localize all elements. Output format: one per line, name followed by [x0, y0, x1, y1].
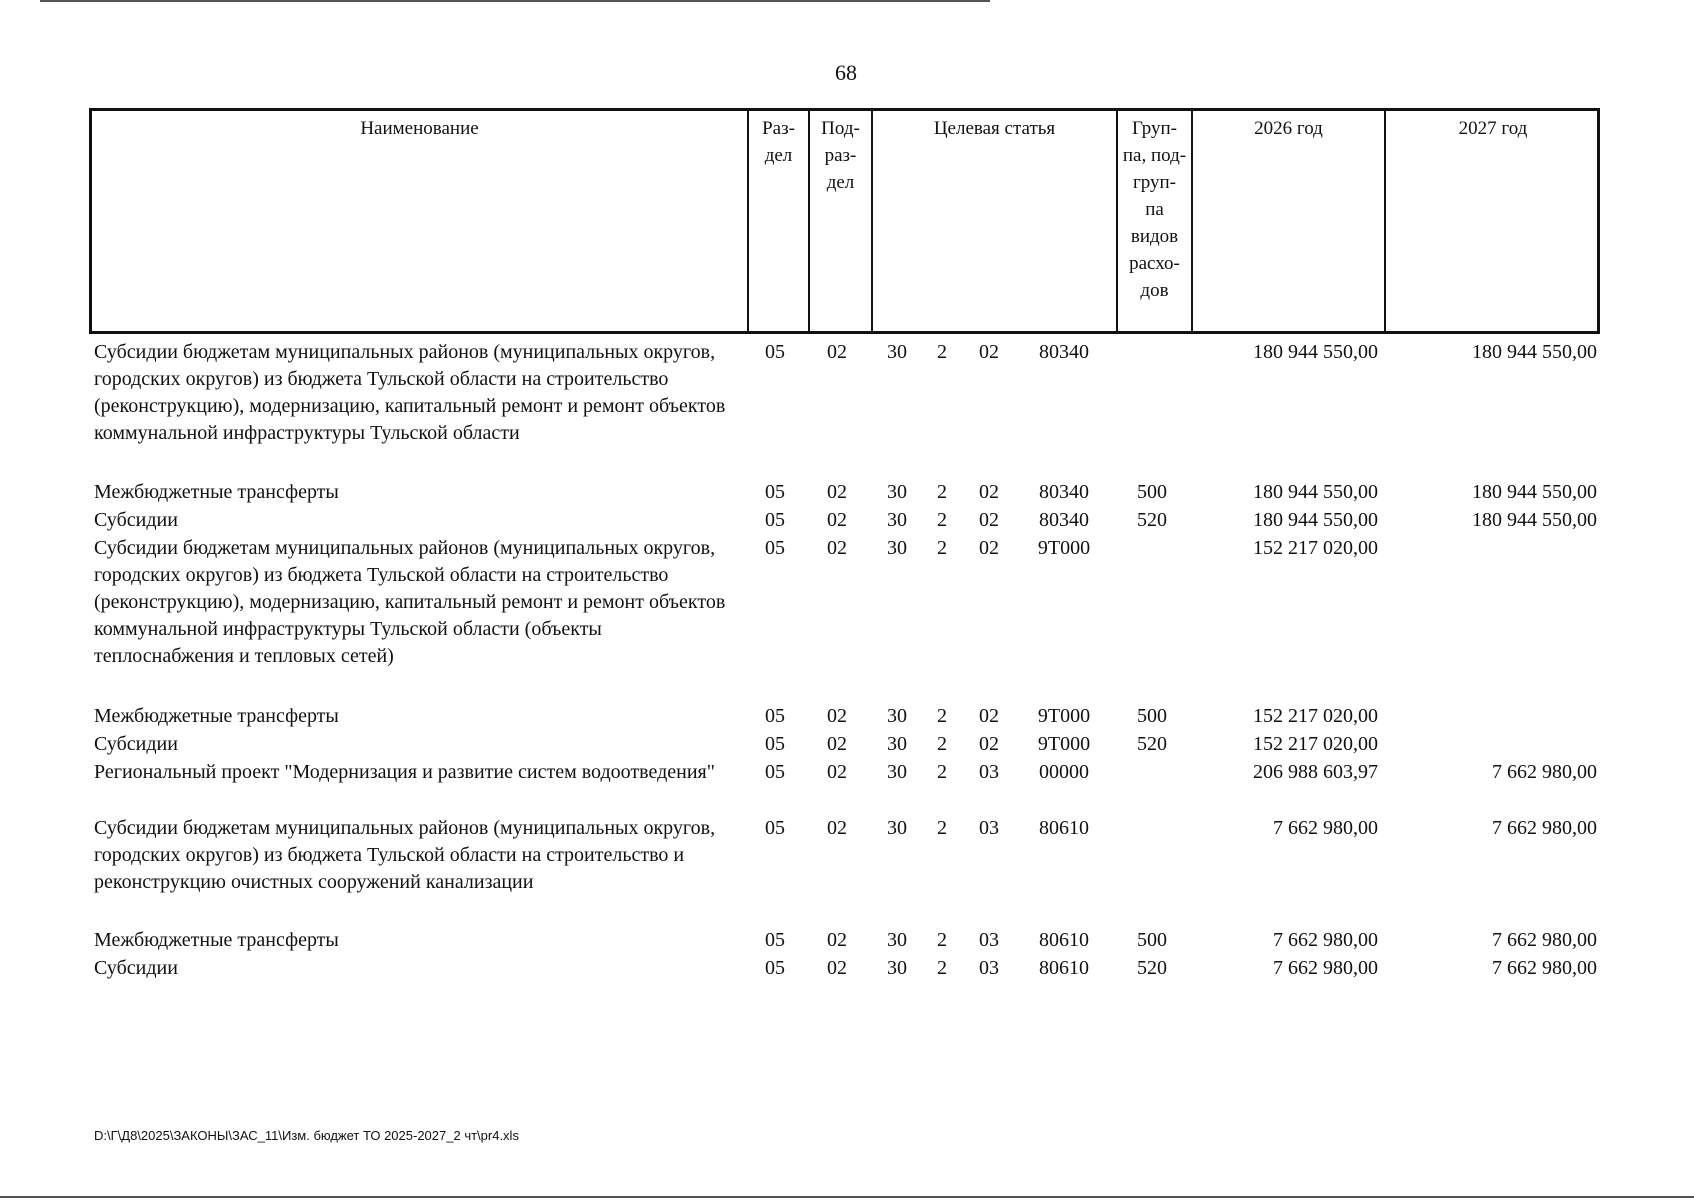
cell-podrazdel: 02	[827, 817, 847, 839]
cell-target-type: 2	[937, 537, 947, 559]
cell-name: Субсидии бюджетам муниципальных районов (муниципальных округов, городских округов) из бюджета Тульской области на строительство (реконструкцию), модернизацию, капитальный ремонт и ремонт объектов коммунальной инфраструктуры Тульской области (объекты теплоснабжения и тепловых сетей)	[94, 537, 726, 667]
cell-target-direction: 80340	[1039, 341, 1089, 363]
column-divider	[1384, 111, 1386, 331]
column-divider	[871, 111, 873, 331]
cell-target-type: 2	[937, 705, 947, 727]
cell-target-type: 2	[937, 929, 947, 951]
cell-target-type: 2	[937, 733, 947, 755]
cell-razdel: 05	[765, 733, 785, 755]
cell-podrazdel: 02	[827, 705, 847, 727]
cell-target-direction: 9Т000	[1037, 537, 1091, 559]
cell-target-direction: 9Т000	[1037, 733, 1091, 755]
header-year-2026: 2026 год	[1254, 118, 1323, 139]
cell-amount-2026: 152 217 020,00	[1253, 705, 1378, 727]
cell-target-structure: 02	[979, 705, 999, 727]
cell-amount-2026: 152 217 020,00	[1253, 733, 1378, 755]
cell-target-structure: 03	[979, 817, 999, 839]
cell-podrazdel: 02	[827, 537, 847, 559]
header-year-2027: 2027 год	[1458, 118, 1528, 139]
cell-podrazdel: 02	[827, 957, 847, 979]
cell-target-structure: 02	[979, 481, 999, 503]
cell-expense-group: 520	[1137, 509, 1167, 531]
cell-amount-2026: 7 662 980,00	[1273, 817, 1378, 839]
cell-podrazdel: 02	[827, 761, 847, 783]
cell-razdel: 05	[765, 817, 785, 839]
cell-target-program: 30	[887, 929, 907, 951]
cell-name: Межбюджетные трансферты	[94, 705, 339, 727]
cell-amount-2026: 180 944 550,00	[1253, 509, 1378, 531]
cell-podrazdel: 02	[827, 929, 847, 951]
cell-name: Субсидии бюджетам муниципальных районов (муниципальных округов, городских округов) из бюджета Тульской области на строительство (реконструкцию), модернизацию, капитальный ремонт и ремонт объектов коммунальной инфраструктуры Тульской области	[94, 341, 726, 444]
cell-amount-2026: 152 217 020,00	[1253, 537, 1378, 559]
cell-amount-2027: 7 662 980,00	[1492, 957, 1597, 979]
cell-target-program: 30	[887, 481, 907, 503]
cell-podrazdel: 02	[827, 733, 847, 755]
cell-target-type: 2	[937, 509, 947, 531]
cell-amount-2027: 7 662 980,00	[1492, 929, 1597, 951]
cell-expense-group: 500	[1137, 705, 1167, 727]
cell-target-program: 30	[887, 957, 907, 979]
page-number: 68	[835, 60, 857, 85]
header-name: Наименование	[360, 118, 479, 139]
file-path-footer: D:\Г\Д8\2025\ЗАКОНЫ\ЗАС_11\Изм. бюджет ТО 2025-2027_2 чт\pr4.xls	[94, 1128, 519, 1143]
cell-target-structure: 03	[979, 761, 999, 783]
cell-podrazdel: 02	[827, 481, 847, 503]
top-border-line	[40, 0, 990, 2]
cell-target-type: 2	[937, 957, 947, 979]
cell-amount-2026: 180 944 550,00	[1253, 341, 1378, 363]
cell-target-direction: 00000	[1039, 761, 1089, 783]
cell-amount-2026: 206 988 603,97	[1253, 761, 1378, 783]
cell-amount-2027: 180 944 550,00	[1472, 481, 1597, 503]
cell-target-type: 2	[937, 761, 947, 783]
cell-expense-group: 500	[1137, 929, 1167, 951]
cell-amount-2027: 180 944 550,00	[1472, 341, 1597, 363]
cell-razdel: 05	[765, 705, 785, 727]
cell-amount-2026: 7 662 980,00	[1273, 957, 1378, 979]
cell-podrazdel: 02	[827, 509, 847, 531]
cell-target-direction: 80610	[1039, 929, 1089, 951]
cell-razdel: 05	[765, 537, 785, 559]
cell-target-program: 30	[887, 733, 907, 755]
cell-amount-2027: 7 662 980,00	[1492, 817, 1597, 839]
cell-target-program: 30	[887, 761, 907, 783]
cell-target-direction: 9Т000	[1037, 705, 1091, 727]
table-header	[89, 108, 1600, 334]
cell-expense-group: 520	[1137, 957, 1167, 979]
cell-razdel: 05	[765, 929, 785, 951]
cell-target-direction: 80340	[1039, 481, 1089, 503]
cell-amount-2027: 7 662 980,00	[1492, 761, 1597, 783]
cell-name: Межбюджетные трансферты	[94, 929, 339, 951]
cell-target-program: 30	[887, 509, 907, 531]
cell-name: Межбюджетные трансферты	[94, 481, 339, 503]
cell-razdel: 05	[765, 761, 785, 783]
column-divider	[1191, 111, 1193, 331]
cell-target-structure: 02	[979, 509, 999, 531]
cell-target-structure: 02	[979, 733, 999, 755]
cell-name: Субсидии бюджетам муниципальных районов (муниципальных округов, городских округов) из бюджета Тульской области на строительство и реконструкцию очистных сооружений канализации	[94, 817, 716, 893]
cell-expense-group: 520	[1137, 733, 1167, 755]
header-razdel: Раз- дел	[762, 118, 795, 166]
cell-target-program: 30	[887, 705, 907, 727]
cell-target-structure: 02	[979, 537, 999, 559]
cell-target-structure: 02	[979, 341, 999, 363]
bottom-border-line	[0, 1196, 1694, 1198]
cell-razdel: 05	[765, 481, 785, 503]
header-expense-group: Груп- па, под- груп- па видов расхо- дов	[1122, 118, 1187, 301]
cell-target-direction: 80610	[1039, 817, 1089, 839]
header-target-article: Целевая статья	[933, 118, 1056, 139]
header-podrazdel: Под- раз- дел	[821, 118, 860, 193]
cell-target-program: 30	[887, 817, 907, 839]
cell-podrazdel: 02	[827, 341, 847, 363]
cell-razdel: 05	[765, 509, 785, 531]
cell-name: Субсидии	[94, 509, 178, 531]
cell-target-program: 30	[887, 341, 907, 363]
cell-target-direction: 80340	[1039, 509, 1089, 531]
cell-razdel: 05	[765, 957, 785, 979]
cell-name: Субсидии	[94, 733, 178, 755]
cell-target-structure: 03	[979, 957, 999, 979]
cell-target-type: 2	[937, 341, 947, 363]
cell-name: Субсидии	[94, 957, 178, 979]
cell-target-type: 2	[937, 817, 947, 839]
cell-target-program: 30	[887, 537, 907, 559]
cell-amount-2026: 180 944 550,00	[1253, 481, 1378, 503]
cell-razdel: 05	[765, 341, 785, 363]
cell-target-type: 2	[937, 481, 947, 503]
cell-expense-group: 500	[1137, 481, 1167, 503]
cell-target-structure: 03	[979, 929, 999, 951]
cell-amount-2026: 7 662 980,00	[1273, 929, 1378, 951]
cell-name: Региональный проект "Модернизация и развитие систем водоотведения"	[94, 761, 715, 783]
cell-target-direction: 80610	[1039, 957, 1089, 979]
cell-amount-2027: 180 944 550,00	[1472, 509, 1597, 531]
